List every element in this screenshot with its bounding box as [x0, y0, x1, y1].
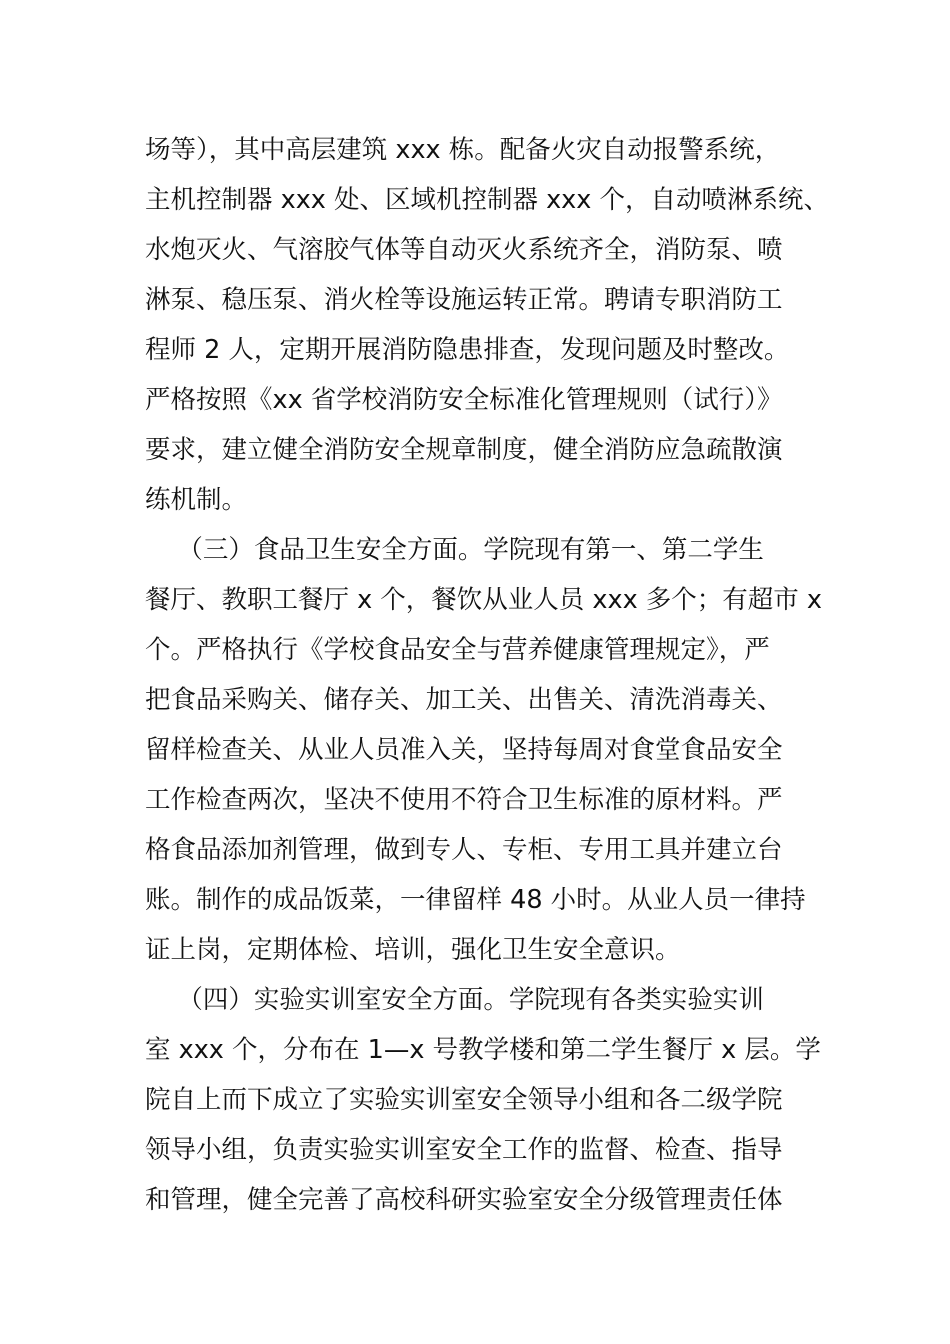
paragraph-heading-line: （三）食品卫生安全方面。学院现有第一、第二学生: [145, 535, 764, 565]
text-line: 餐厅、教职工餐厅 x 个，餐饮从业人员 xxx 多个；有超市 x: [145, 585, 822, 615]
text-line: 场等），其中高层建筑 xxx 栋。配备火灾自动报警系统，: [145, 135, 781, 165]
text-line: 和管理，健全完善了高校科研实验室安全分级管理责任体: [145, 1185, 783, 1215]
text-line: 留样检查关、从业人员准入关，坚持每周对食堂食品安全: [145, 735, 783, 765]
text-line: 主机控制器 xxx 处、区域机控制器 xxx 个，自动喷淋系统、: [145, 185, 829, 215]
text-line: 个。严格执行《学校食品安全与营养健康管理规定》，严: [145, 635, 770, 665]
text-line: 淋泵、稳压泵、消火栓等设施运转正常。聘请专职消防工: [145, 285, 783, 315]
text-line: 领导小组，负责实验实训室安全工作的监督、检查、指导: [145, 1135, 783, 1165]
text-line: 严格按照《xx 省学校消防安全标准化管理规则（试行）》: [145, 385, 783, 415]
text-line: 账。制作的成品饭菜，一律留样 48 小时。从业人员一律持: [145, 885, 806, 915]
text-line: 把食品采购关、储存关、加工关、出售关、清洗消毒关、: [145, 685, 783, 715]
text-line: 院自上而下成立了实验实训室安全领导小组和各二级学院: [145, 1085, 783, 1115]
text-line: 水炮灭火、气溶胶气体等自动灭火系统齐全，消防泵、喷: [145, 235, 783, 265]
text-line: 格食品添加剂管理，做到专人、专柜、专用工具并建立台: [145, 835, 783, 865]
text-line: 室 xxx 个，分布在 1—x 号教学楼和第二学生餐厅 x 层。学: [145, 1035, 821, 1065]
text-line: 要求，建立健全消防安全规章制度，健全消防应急疏散演: [145, 435, 783, 465]
text-line: 练机制。: [145, 485, 248, 515]
paragraph-heading-line: （四）实验实训室安全方面。学院现有各类实验实训: [145, 985, 764, 1015]
text-line: 证上岗，定期体检、培训，强化卫生安全意识。: [145, 935, 681, 965]
text-line: 工作检查两次，坚决不使用不符合卫生标准的原材料。严: [145, 785, 783, 815]
text-line: 程师 2 人，定期开展消防隐患排查，发现问题及时整改。: [145, 335, 790, 365]
